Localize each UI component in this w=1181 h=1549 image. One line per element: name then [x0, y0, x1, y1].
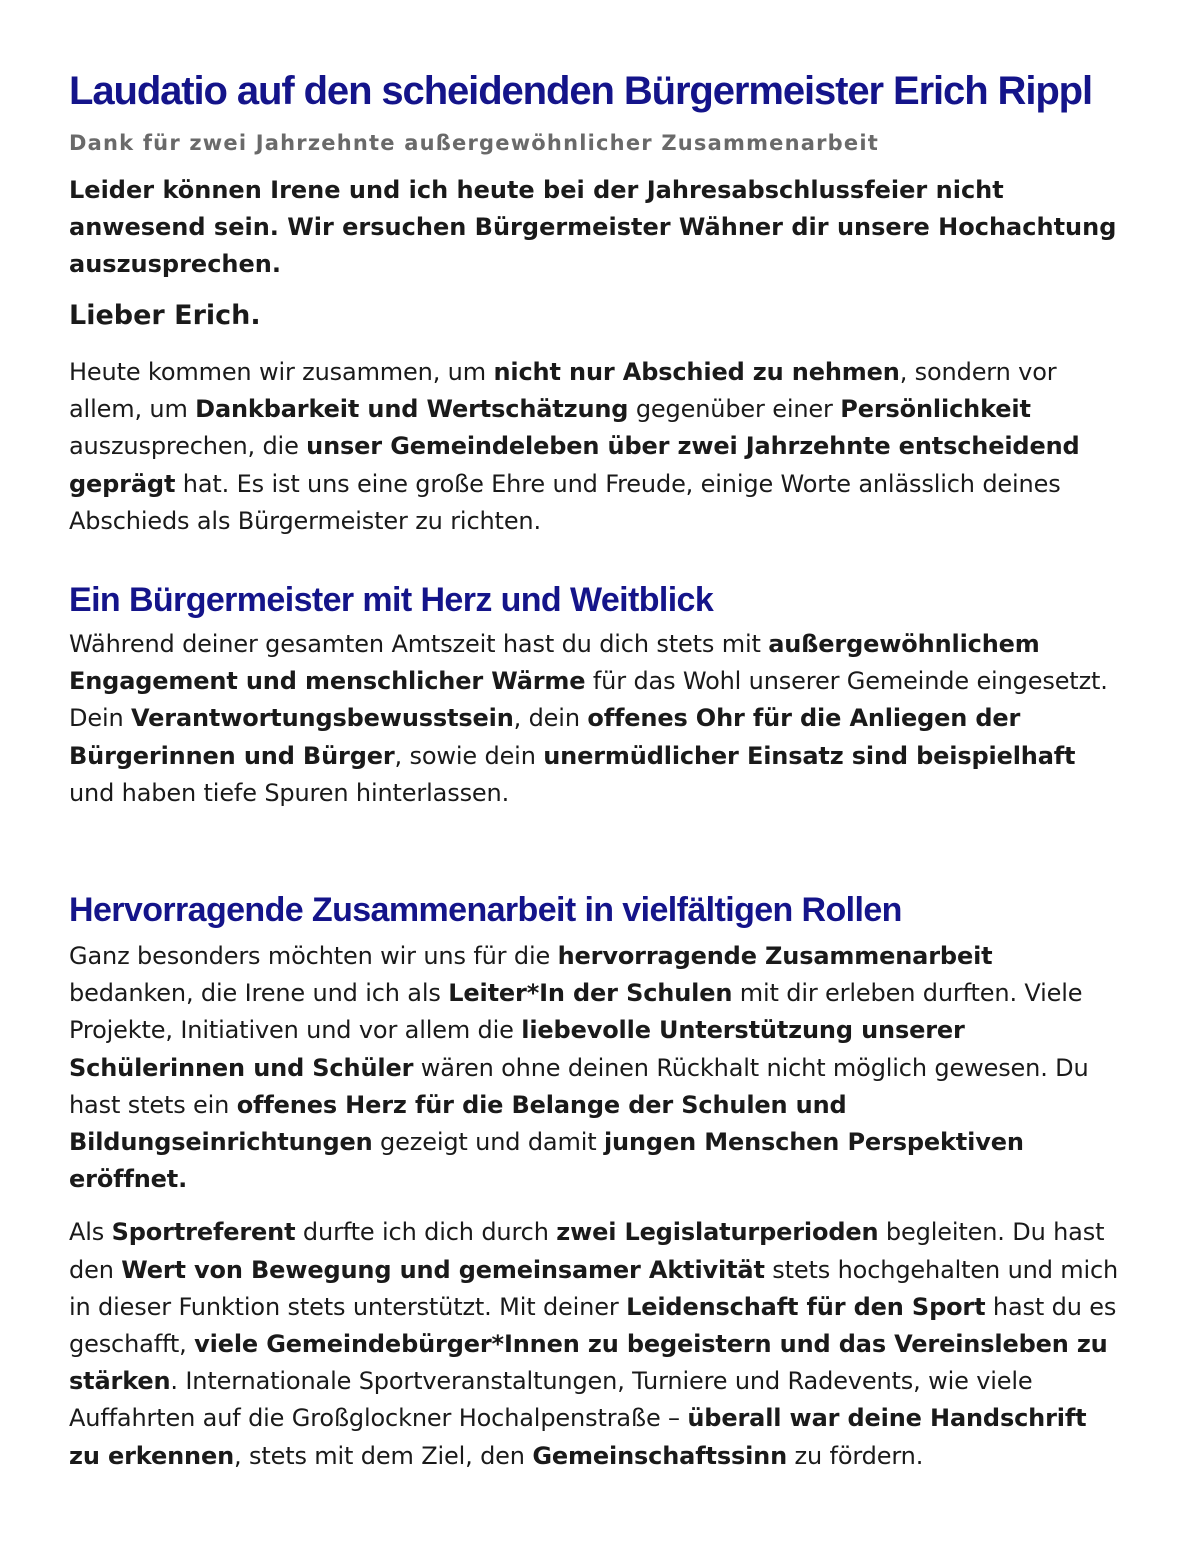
text-run: wären ohne deinen Rückhalt nicht möglich gewesen. Du hast stets ein [69, 1053, 1089, 1119]
text-run: durfte ich dich durch [295, 1218, 557, 1247]
text-run: stets hochgehalten und mich in dieser Funktion stets unterstützt. Mit deiner [69, 1255, 1119, 1321]
document-subtitle: Dank für zwei Jahrzehnte außergewöhnlicher Zusammenarbeit [69, 131, 879, 155]
emphasis: viele Gemeindebürger*Innen zu begeistern und das Vereinsleben zu stärken [69, 1330, 1108, 1396]
emphasis: außergewöhnlichem Engagement und menschlicher Wärme [69, 630, 1040, 696]
text-run: , stets mit dem Ziel, den [234, 1441, 533, 1470]
paragraph-sport [69, 1214, 1119, 1474]
greeting: Lieber Erich. [69, 300, 261, 331]
text-run: gezeigt und damit [372, 1128, 604, 1157]
emphasis: Leiter*In der Schulen [448, 979, 733, 1008]
emphasis: Leidenschaft für den Sport [626, 1292, 986, 1321]
emphasis: nicht nur Abschied zu nehmen [493, 358, 900, 386]
document-title: Laudatio auf den scheidenden Bürgermeister Erich Rippl [69, 69, 1093, 113]
text-run: Ganz besonders möchten wir uns für die [69, 942, 558, 971]
emphasis: unser Gemeindeleben über zwei Jahrzehnte entscheidend geprägt [69, 432, 1080, 498]
text-run: mit dir erleben durften. Viele Projekte, Initiativen und vor allem die [69, 979, 1083, 1045]
text-run: und haben tiefe Spuren hinterlassen. [69, 778, 510, 807]
emphasis: Persönlichkeit [840, 395, 1031, 424]
text-run: begleiten. Du hast den [69, 1218, 1105, 1284]
text-run: gegenüber einer [628, 395, 841, 424]
text-run: , sowie dein [394, 741, 544, 770]
section-heading-herz: Ein Bürgermeister mit Herz und Weitblick [69, 581, 714, 620]
emphasis: unermüdlicher Einsatz sind beispielhaft [543, 741, 1076, 770]
text-run: , dein [513, 704, 588, 733]
emphasis: hervorragende Zusammenarbeit [557, 942, 993, 971]
emphasis: überall war deine Handschrift zu erkennen [69, 1404, 1087, 1470]
emphasis: offenes Herz für die Belange der Schulen und Bildungseinrichtungen [69, 1090, 847, 1157]
text-run: Als [69, 1218, 112, 1247]
emphasis: Verantwortungsbewusstsein [131, 704, 514, 733]
text-run: Heute kommen wir zusammen, um [69, 358, 494, 386]
emphasis: Wert von Bewegung und gemeinsamer Aktivität [121, 1255, 765, 1284]
paragraph-herz [69, 626, 1119, 812]
emphasis: offenes Ohr für die Anliegen der Bürgerinnen und Bürger [69, 704, 1021, 770]
emphasis: jungen Menschen Perspektiven eröffnet. [69, 1128, 1024, 1194]
paragraph-schulen [69, 938, 1119, 1198]
text-run: hast du es geschafft, [69, 1292, 1117, 1359]
text-run: auszusprechen, die [69, 432, 307, 461]
text-run: . Internationale Sportveranstaltungen, Turniere und Radevents, wie viele Auffahrten auf die Großglockner Hochalpenstraße – [69, 1367, 1033, 1433]
emphasis: Dankbarkeit und Wertschätzung [195, 395, 629, 424]
text-run: hat. Es ist uns eine große Ehre und Freude, einige Worte anlässlich deines Abschieds als Bürgermeister zu richten. [69, 469, 1061, 535]
emphasis: liebevolle Unterstützung unserer Schülerinnen und Schüler [69, 1016, 965, 1082]
text-run: für das Wohl unserer Gemeinde eingesetzt. Dein [69, 667, 1108, 733]
emphasis: zwei Legislaturperioden [556, 1218, 879, 1247]
text-run: Während deiner gesamten Amtszeit hast du dich stets mit [69, 630, 769, 659]
text-run: bedanken, die Irene und ich als [69, 979, 449, 1008]
paragraph-opening [69, 354, 1119, 540]
document-page [69, 64, 1119, 1475]
emphasis: Sportreferent [111, 1218, 296, 1247]
section-heading-zusammenarbeit: Hervorragende Zusammenarbeit in vielfältigen Rollen [69, 891, 902, 930]
text-run: zu fördern. [787, 1441, 924, 1470]
intro-paragraph: Leider können Irene und ich heute bei der Jahresabschlussfeier nicht anwesend sein. Wir ersuchen Bürgermeister Wähner dir unsere Hochachtung auszusprechen. [69, 176, 1117, 278]
emphasis: Gemeinschaftssinn [532, 1441, 788, 1470]
text-run: , sondern vor allem, um [69, 358, 1057, 424]
